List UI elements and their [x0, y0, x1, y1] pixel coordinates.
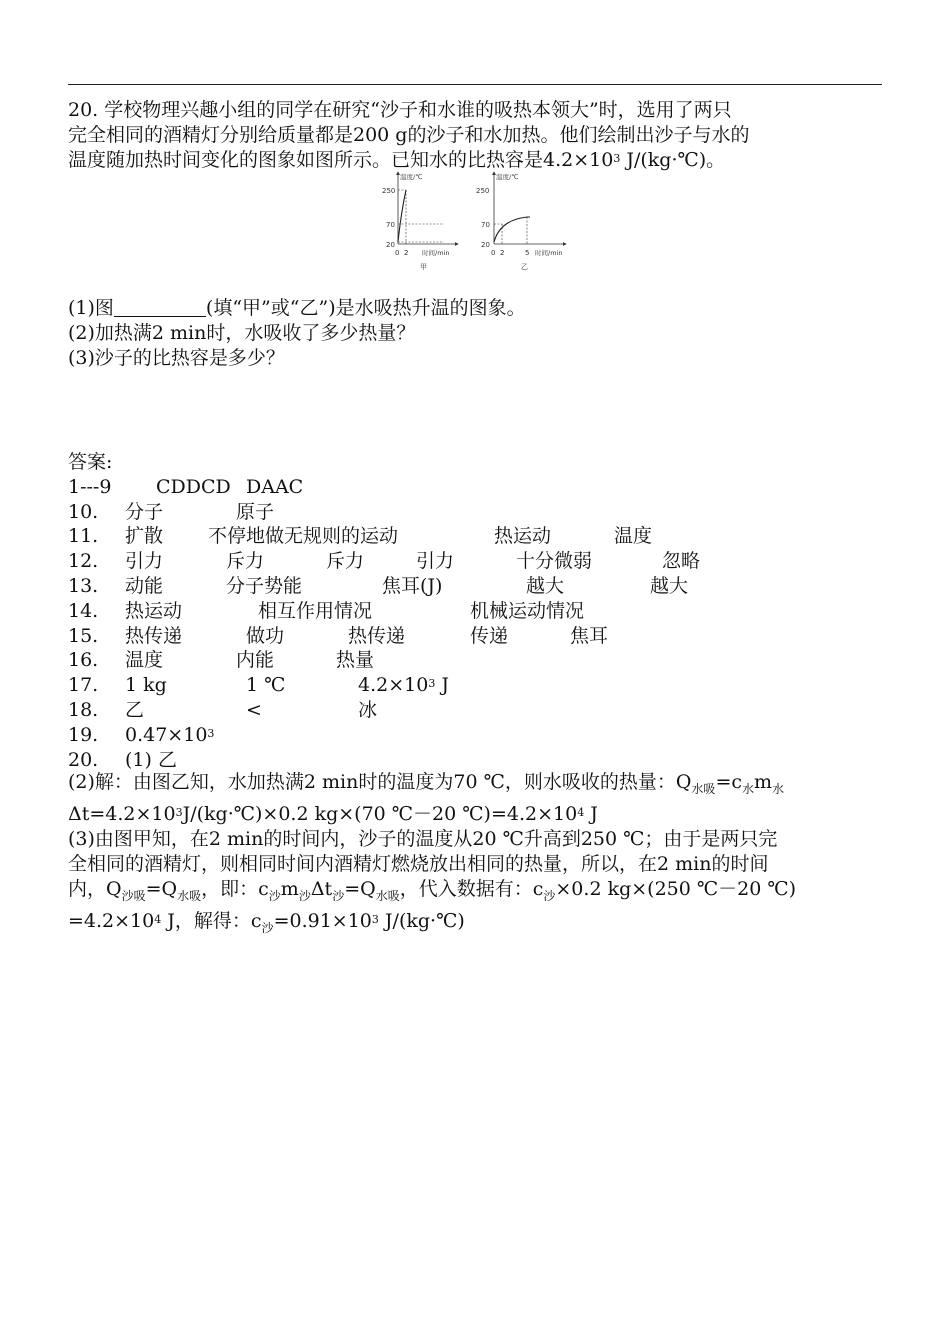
answer-row: 10. 分子 原子: [68, 500, 275, 523]
figure-caption: 乙: [521, 263, 528, 271]
solution-line: $=4.2\times 10^4$ J，解得：$c_沙=0.91\times 10^3$ J/(kg·℃): [68, 909, 465, 935]
x-tick-label: 2: [404, 249, 409, 257]
solution-line: 全相同的酒精灯，则相同时间内酒精灯燃烧放出相同的热量，所以，在2 min的时间: [68, 852, 769, 875]
answer-row: 19. $0.47\times 10^3$: [68, 723, 215, 746]
x-tick-label: 5: [525, 249, 530, 257]
graph-jia: [382, 172, 458, 271]
solution-line: (3)由图甲知，在2 min的时间内，沙子的温度从20 ℃升高到250 ℃；由于是两只完: [68, 827, 778, 850]
x-axis-label: 时间/min: [535, 249, 563, 257]
x-tick-label: 2: [500, 249, 505, 257]
figure-svg: [378, 168, 574, 278]
solution-line: $\Delta t=4.2\times 10^3J/(kg\cdot℃)\times 0.2$ kg×(70 ℃－20 $℃)=4.2\times 10^4$ J: [68, 802, 598, 825]
subquestion-2: (2)加热满2 min时，水吸收了多少热量？: [68, 322, 416, 344]
answer-row: 11. 扩散 不停地做无规则的运动 热运动 温度: [68, 525, 653, 548]
question-20: [68, 98, 884, 173]
subquestion-1: (1)图 (填“甲”或“乙”)是水吸热升温的图象。: [68, 297, 526, 319]
answer-row: 12. 引力 斥力 斥力 引力 十分微弱 忽略: [68, 550, 701, 573]
y-tick-label: 20: [386, 241, 395, 249]
sand-curve: [398, 190, 406, 242]
answer-header: 答案:: [68, 451, 113, 473]
graph-yi: [476, 172, 566, 271]
question-line: 完全相同的酒精灯分别给质量都是200 g的沙子和水加热。他们绘制出沙子与水的: [68, 124, 750, 146]
solution-line: (2)解：由图乙知，水加热满2 min时的温度为70 ℃，则水吸收的热量：$Q_{水吸}=c_水m_水$: [68, 771, 785, 796]
x-tick-label: 0: [395, 249, 400, 257]
answer-key: [68, 450, 884, 772]
question-line: 温度随加热时间变化的图象如图所示。已知水的比热容是$4.2\times 10^3$ J/(kg·℃)。: [68, 149, 726, 171]
temperature-time-figures: [378, 168, 574, 278]
answer-row: 20. (1) 乙: [68, 748, 177, 771]
x-axis-label: 时间/min: [422, 249, 450, 257]
header-rule: [68, 84, 882, 85]
y-tick-label: 250: [382, 187, 396, 195]
y-axis-label: 温度/℃: [496, 173, 519, 181]
y-tick-label: 70: [481, 221, 490, 229]
y-tick-label: 70: [386, 221, 395, 229]
y-tick-label: 250: [476, 187, 490, 195]
subquestion-3: (3)沙子的比热容是多少？: [68, 347, 285, 369]
answer-row: 18. 乙 < 冰: [68, 698, 378, 721]
figure-caption: 甲: [420, 263, 427, 271]
y-tick-label: 20: [481, 241, 490, 249]
solution: [68, 770, 884, 940]
x-tick-label: 0: [491, 249, 496, 257]
subquestions: [68, 296, 884, 371]
answer-row: 14. 热运动 相互作用情况 机械运动情况: [68, 599, 585, 622]
answer-row: 13. 动能 分子势能 焦耳(J) 越大 越大: [68, 574, 689, 597]
answer-blank: [114, 298, 206, 317]
question-line: 20. 学校物理兴趣小组的同学在研究“沙子和水谁的吸热本领大”时，选用了两只: [68, 99, 732, 121]
answer-row: 15. 热传递 做功 热传递 传递 焦耳: [68, 624, 609, 647]
answer-row: 17. 1 kg 1 ℃ $4.2\times 10^3$ J: [68, 674, 449, 697]
answer-row: 16. 温度 内能 热量: [68, 649, 375, 672]
solution-line: 内，$Q_{沙吸}=Q_{水吸}$，即：$c_沙m_沙\Delta t_沙=Q_{水吸}$，代入数据有：$c_沙\times 0.2$ kg×(250 ℃－20 ℃): [68, 877, 797, 903]
y-axis-label: 温度/℃: [400, 173, 423, 181]
water-curve: [494, 217, 530, 242]
answer-row: 1---9 CDDCD DAAC: [68, 475, 304, 498]
